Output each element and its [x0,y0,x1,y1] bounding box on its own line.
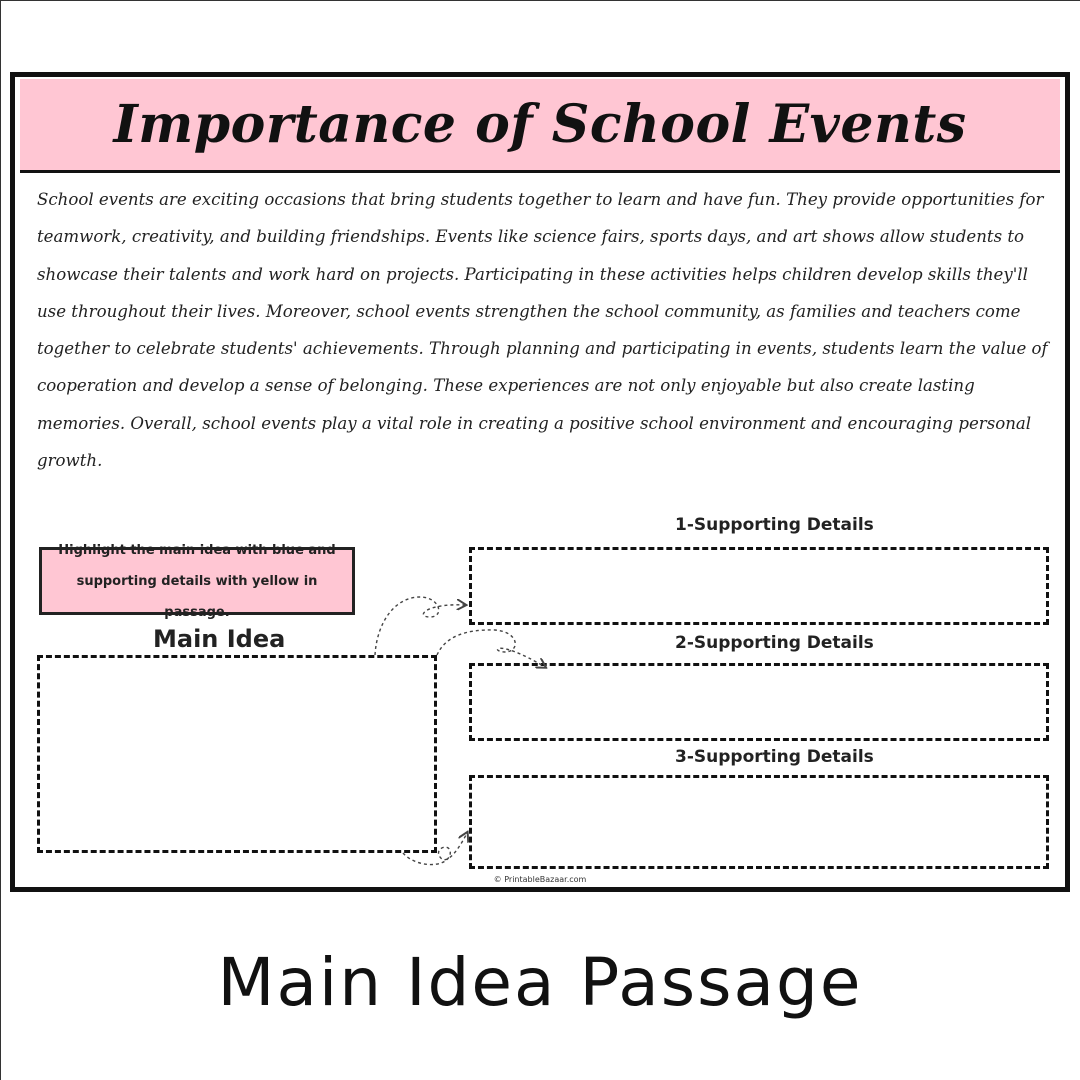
reading-passage: School events are exciting occasions that bring students together to learn and have fun. They provide opportunities for teamwork, creativity, and building friendships. Events like science fairs, sports days, and art shows allow students to showcase their talents and work hard on projects. Participating in these activities helps children develop skills they'll use throughout their lives. Moreover, school events strengthen the school community, as families and teachers come together to celebrate students' achievements. Through planning and participating in events, students learn the value of cooperation and develop a sense of belonging. These experiences are not only enjoyable but also create lasting memories. Overall, school events play a vital role in creating a positive school environment and encouraging personal growth. [37,190,1048,471]
supporting-detail-3-answer-box[interactable] [469,775,1049,869]
copyright-notice: © PrintableBazaar.com [493,875,587,884]
supporting-detail-2-heading: 2-Supporting Details [675,633,874,653]
dashed-curved-arrow-icon [437,630,545,667]
main-idea-answer-box[interactable] [37,655,437,853]
worksheet-title: Importance of School Events [113,94,967,155]
supporting-detail-3-heading: 3-Supporting Details [675,747,874,767]
instruction-box: Highlight the main idea with blue and supporting details with yellow in passage. [39,547,355,615]
supporting-detail-1-heading: 1-Supporting Details [675,515,874,535]
title-band [20,79,1060,173]
supporting-detail-1-answer-box[interactable] [469,547,1049,625]
dashed-curved-arrow-icon [375,597,465,655]
product-caption: Main Idea Passage [217,944,863,1021]
main-idea-heading: Main Idea [153,625,286,653]
supporting-detail-2-answer-box[interactable] [469,663,1049,741]
worksheet [10,72,1070,892]
